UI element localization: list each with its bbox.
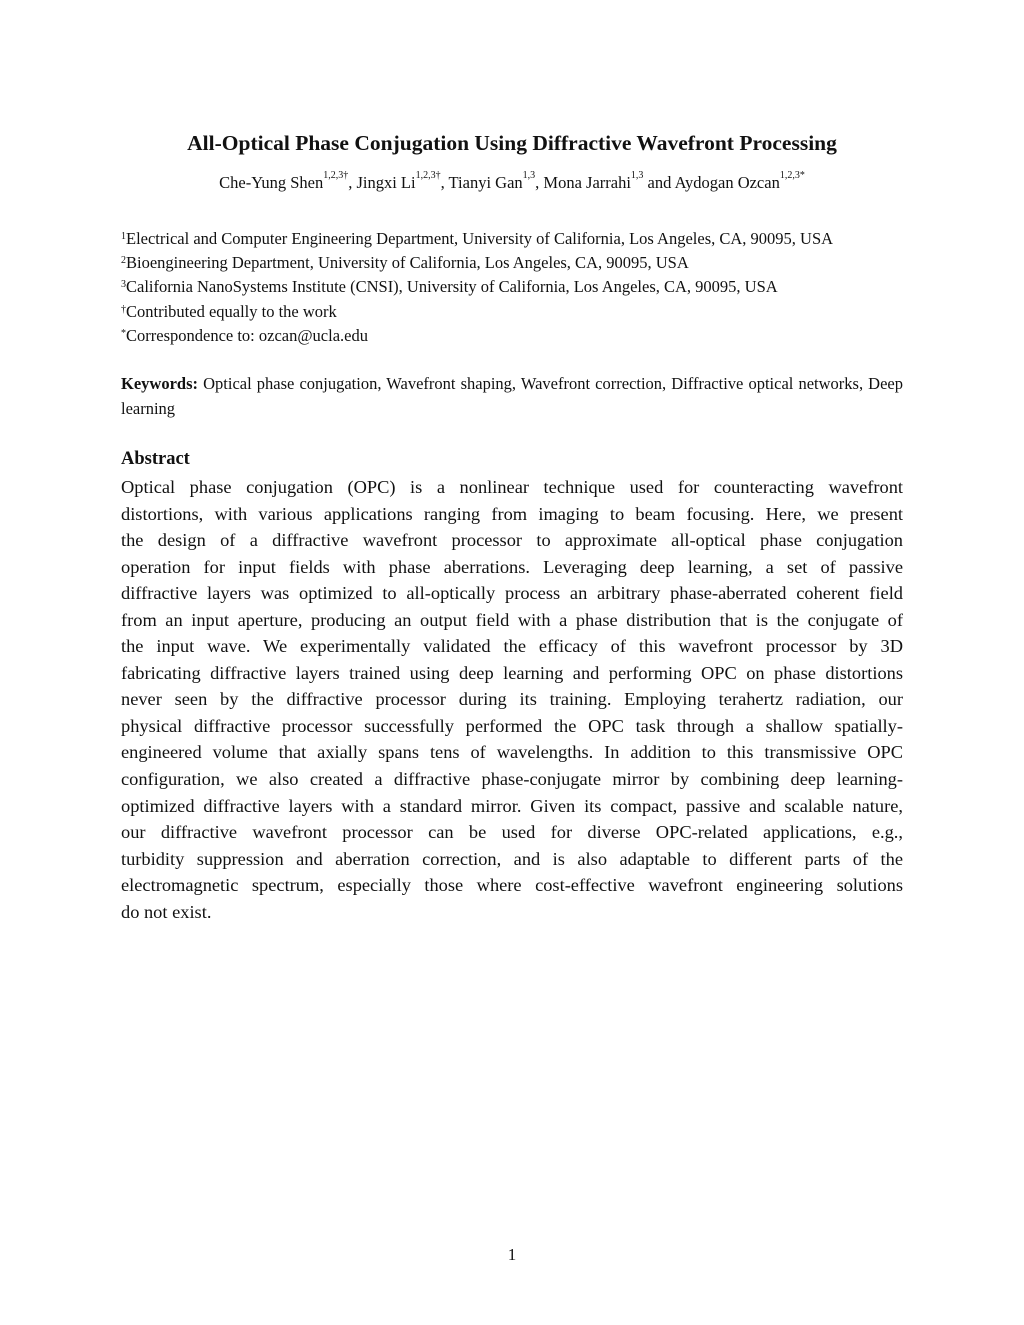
abstract-line: operation for input fields with phase aberrations. Leveraging deep learning, a set of passive <box>121 556 903 577</box>
abstract-line: electromagnetic spectrum, especially those where cost-effective wavefront engineering solutions <box>121 875 903 896</box>
affiliation-text: Correspondence to: ozcan@ucla.edu <box>126 325 368 345</box>
affiliation-mark: * <box>121 327 126 339</box>
abstract-line: physical diffractive processor successfully performed the OPC task through a shallow spatially- <box>121 715 903 736</box>
author-affil-mark: 1,3 <box>522 170 536 181</box>
author <box>543 170 675 192</box>
separator: and <box>643 173 675 192</box>
abstract-line: engineered volume that axially spans tens of wavelengths. In addition to this transmissive OPC <box>121 742 903 763</box>
abstract-line: do not exist. <box>121 901 212 922</box>
affiliation-mark: 2 <box>121 255 126 267</box>
abstract-line: Optical phase conjugation (OPC) is a nonlinear technique used for counteracting wavefront <box>121 477 903 497</box>
separator: , <box>348 173 357 192</box>
affiliation <box>121 227 833 251</box>
author <box>674 170 805 192</box>
abstract-line: optimized diffractive layers with a standard mirror. Given its compact, passive and scalable nature, <box>121 795 903 816</box>
affiliation-mark: 3 <box>121 279 126 291</box>
page-number: 1 <box>507 1245 517 1264</box>
author-name: Jingxi Li <box>356 173 416 192</box>
keywords-text: Optical phase conjugation, Wavefront shaping, Wavefront correction, Diffractive optical networks, Deep learning <box>121 374 903 418</box>
affiliation <box>121 275 833 299</box>
affiliation-text: Electrical and Computer Engineering Department, University of California, Los Angeles, CA, 90095, USA <box>126 229 834 248</box>
abstract-line: fabricating diffractive layers trained using deep learning and performing OPC on phase distortions <box>121 662 903 683</box>
author <box>448 170 544 192</box>
author-affil-mark: 1,2,3† <box>323 170 349 181</box>
abstract-line: diffractive layers was optimized to all-optically process an arbitrary phase-aberrated coherent field <box>121 583 903 604</box>
author-name: Aydogan Ozcan <box>674 173 780 192</box>
abstract-body <box>121 474 903 925</box>
abstract-line: the input wave. We experimentally validated the efficacy of this wavefront processor by 3D <box>121 636 903 657</box>
affiliation-mark: 1 <box>121 231 126 242</box>
affiliation-text: Contributed equally to the work <box>126 301 337 321</box>
author-affil-mark: 1,3 <box>630 170 644 181</box>
abstract-heading: Abstract <box>121 449 190 469</box>
affiliation <box>121 251 833 275</box>
abstract-line: from an input aperture, producing an output field with a phase distribution that is the conjugate of <box>121 609 903 630</box>
abstract-line: our diffractive wavefront processor can be used for diverse OPC-related applications, e.g., <box>121 822 903 843</box>
author <box>356 170 449 192</box>
author <box>219 170 357 192</box>
author-list <box>0 170 1024 193</box>
abstract-line: turbidity suppression and aberration correction, and is also adaptable to different parts of the <box>121 848 903 869</box>
affiliation <box>121 324 833 348</box>
abstract-line: configuration, we also created a diffractive phase-conjugate mirror by combining deep learning- <box>121 769 903 790</box>
abstract-line: distortions, with various applications ranging from imaging to beam focusing. Here, we present <box>121 503 903 524</box>
separator: , <box>440 173 449 192</box>
author-name: Mona Jarrahi <box>543 173 631 192</box>
affiliation-mark: † <box>121 303 126 315</box>
author-name: Che-Yung Shen <box>219 173 324 192</box>
paper-title: All-Optical Phase Conjugation Using Diffractive Wavefront Processing <box>187 131 837 155</box>
abstract-line: the design of a diffractive wavefront processor to approximate all-optical phase conjugation <box>121 530 903 551</box>
affiliation-text: Bioengineering Department, University of California, Los Angeles, CA, 90095, USA <box>126 253 689 273</box>
separator: , <box>535 173 544 192</box>
affiliations <box>121 227 833 348</box>
affiliation <box>121 300 833 324</box>
keywords-label: Keywords: <box>121 374 198 393</box>
affiliation-text: California NanoSystems Institute (CNSI), University of California, Los Angeles, CA, 90095, USA <box>126 277 778 297</box>
author-affil-mark: 1,2,3* <box>779 170 805 181</box>
keywords <box>121 372 903 421</box>
author-affil-mark: 1,2,3† <box>415 170 441 181</box>
abstract-line: never seen by the diffractive processor during its training. Employing terahertz radiation, our <box>121 689 903 710</box>
author-name: Tianyi Gan <box>448 173 523 192</box>
